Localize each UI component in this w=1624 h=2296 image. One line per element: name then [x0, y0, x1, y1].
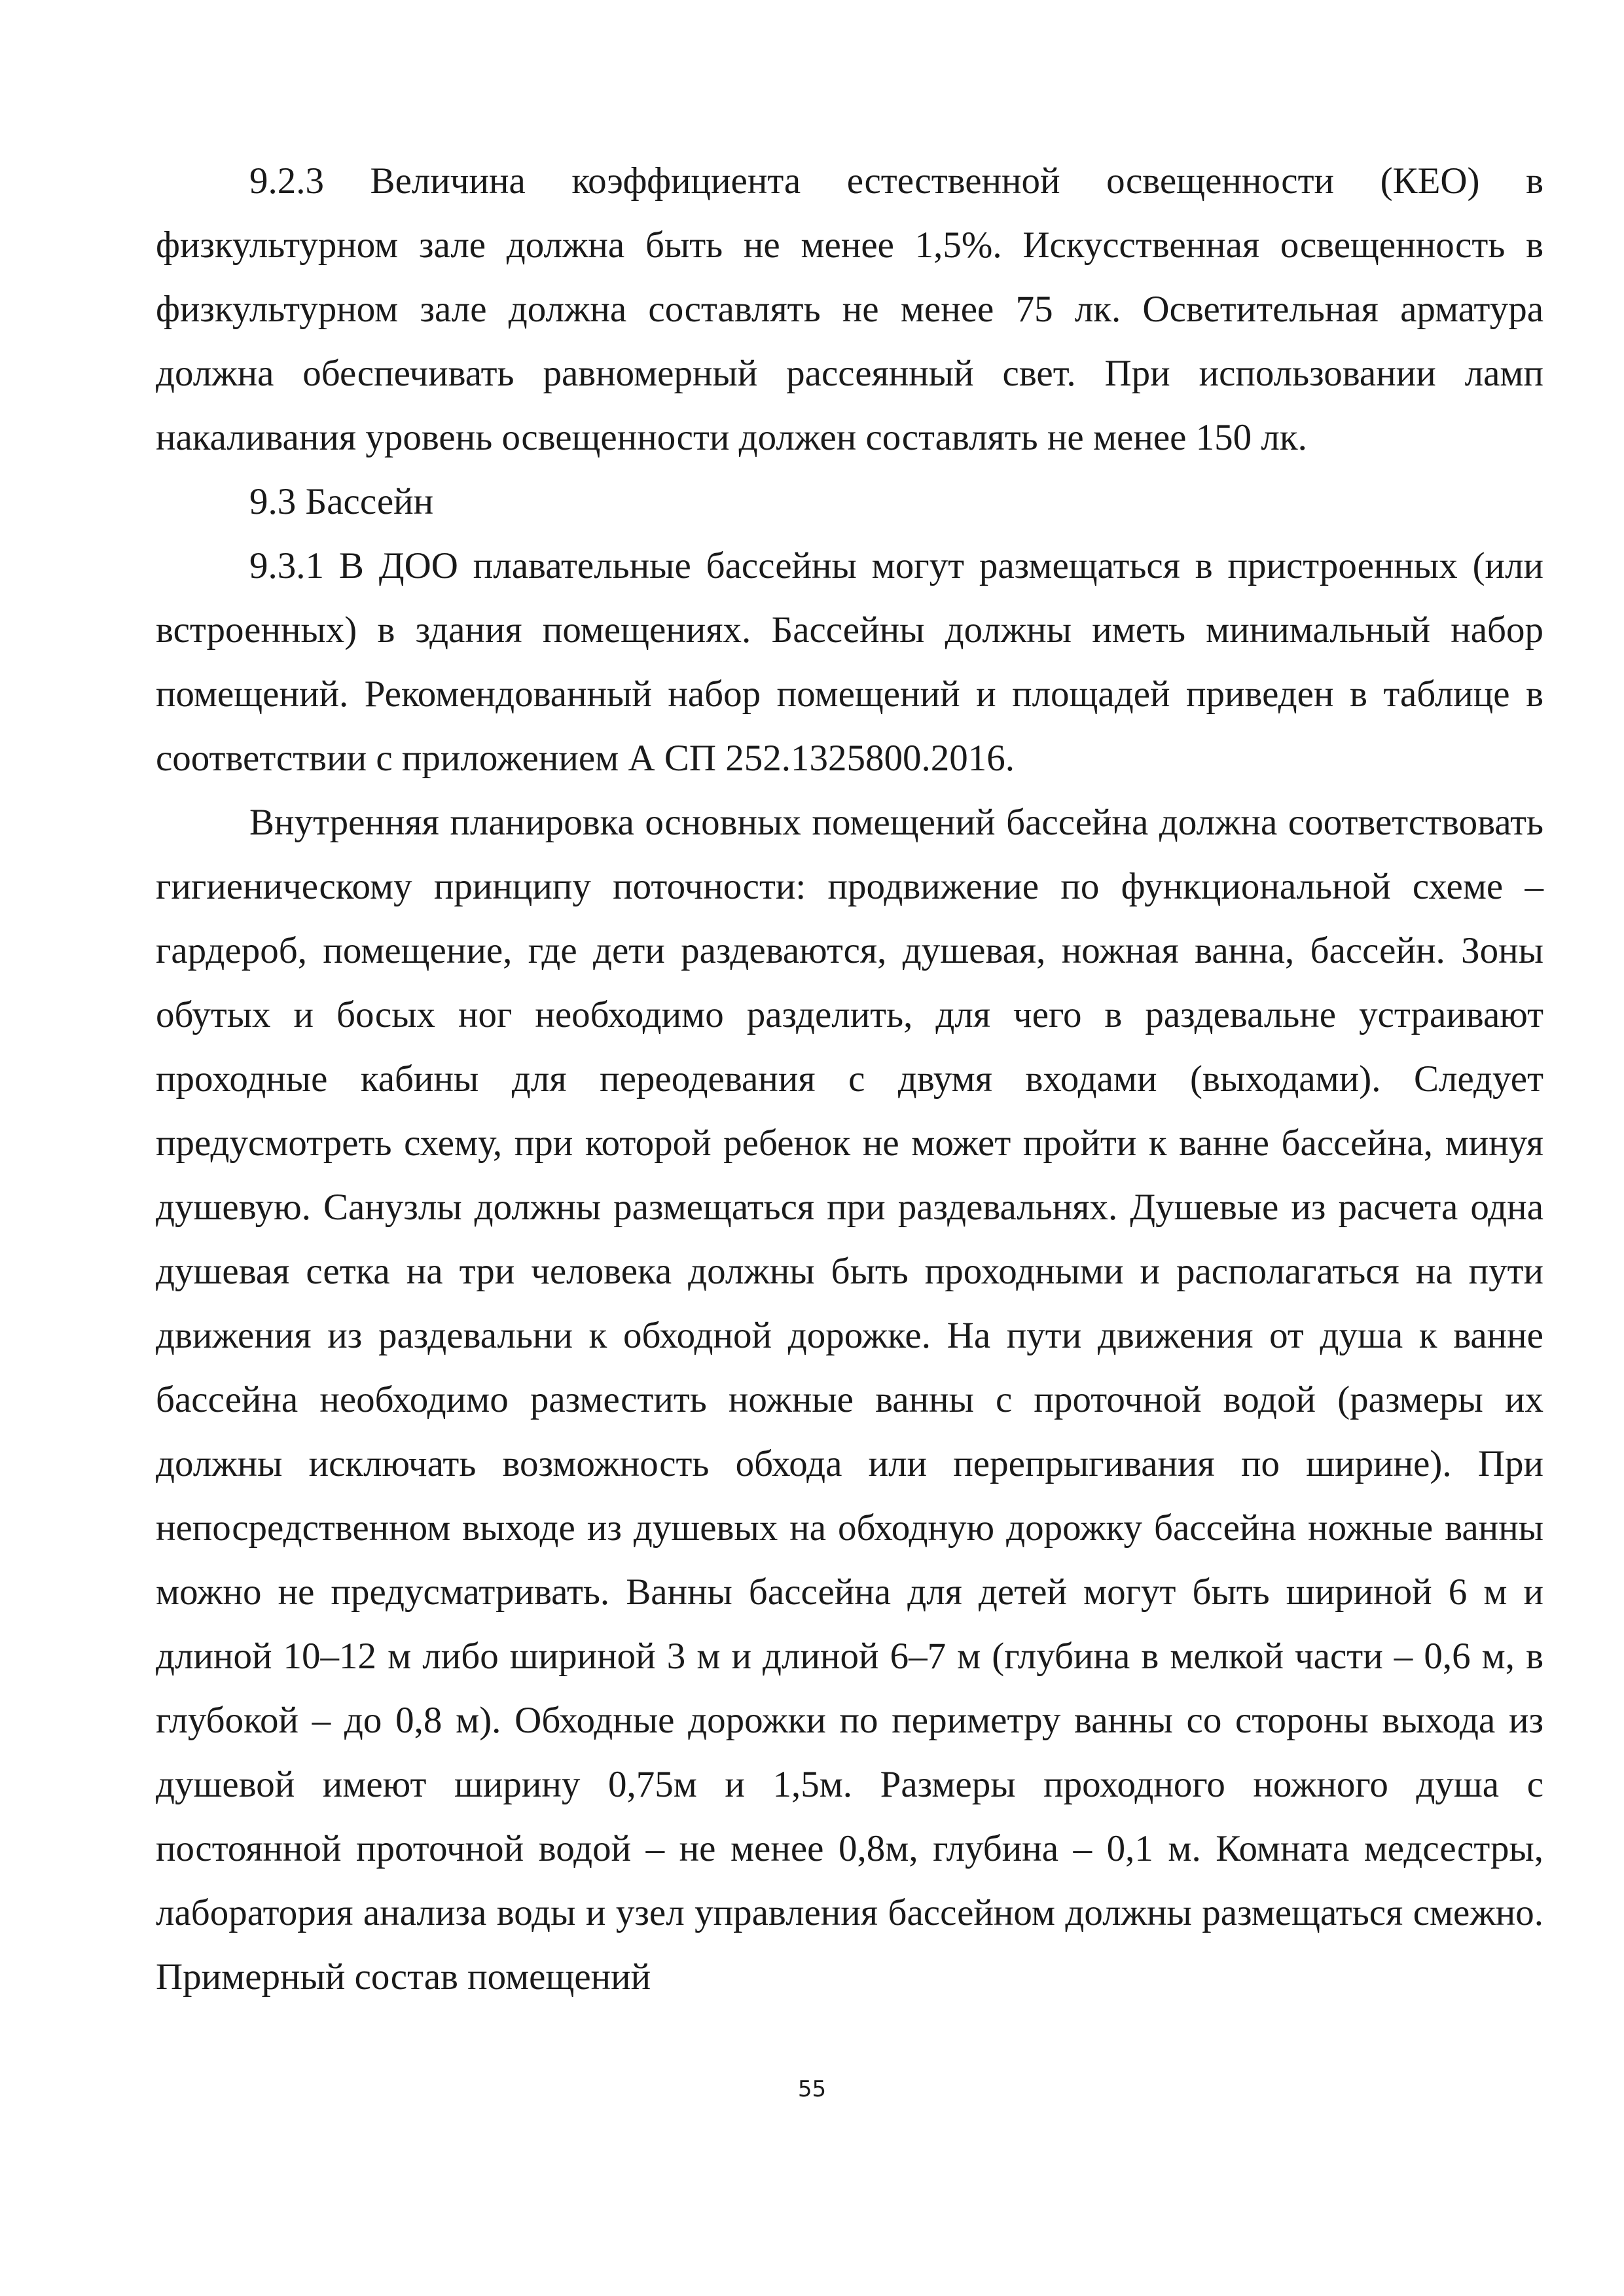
page-number: 55	[797, 2076, 827, 2102]
section-heading-9-3: 9.3 Бассейн	[249, 481, 434, 522]
paragraph-9-2-3: 9.2.3 Величина коэффициента естественной освещенности (КЕО) в физкультурном зале должна быть не менее 1,5%. Искусственная освещенность в физкультурном зале должна составлять не менее 75 лк. Осветительная арматура должна обеспечивать равномерный рассеянный свет. При использовании ламп накаливания уровень освещенности должен составлять не менее 150 лк.	[156, 160, 1543, 458]
body-text	[156, 149, 1543, 2009]
paragraph-9-3-1: 9.3.1 В ДОО плавательные бассейны могут размещаться в пристроенных (или встроенных) в здания помещениях. Бассейны должны иметь минимальный набор помещений. Рекомендованный набор помещений и площадей приведен в таблице в соответствии с приложением А СП 252.1325800.2016.	[156, 545, 1543, 779]
paragraph-internal-layout: Внутренняя планировка основных помещений бассейна должна соответствовать гигиеническому принципу поточности: продвижение по функциональной схеме – гардероб, помещение, где дети раздеваются, душевая, ножная ванна, бассейн. Зоны обутых и босых ног необходимо разделить, для чего в раздевальне устраивают проходные кабины для переодевания с двумя входами (выходами). Следует предусмотреть схему, при которой ребенок не может пройти к ванне бассейна, минуя душевую. Санузлы должны размещаться при раздевальнях. Душевые из расчета одна душевая сетка на три человека должны быть проходными и располагаться на пути движения из раздевальни к обходной дорожке. На пути движения от душа к ванне бассейна необходимо разместить ножные ванны с проточной водой (размеры их должны исключать возможность обхода или перепрыгивания по ширине). При непосредственном выходе из душевых на обходную дорожку бассейна ножные ванны можно не предусматривать. Ванны бассейна для детей могут быть шириной 6 м и длиной 10–12 м либо шириной 3 м и длиной 6–7 м (глубина в мелкой части – 0,6 м, в глубокой – до 0,8 м). Обходные дорожки по периметру ванны со стороны выхода из душевой имеют ширину 0,75м и 1,5м. Размеры проходного ножного душа с постоянной проточной водой – не менее 0,8м, глубина – 0,1 м. Комната медсестры, лаборатория анализа воды и узел управления бассейном должны размещаться смежно. Примерный состав помещений	[156, 802, 1543, 1998]
